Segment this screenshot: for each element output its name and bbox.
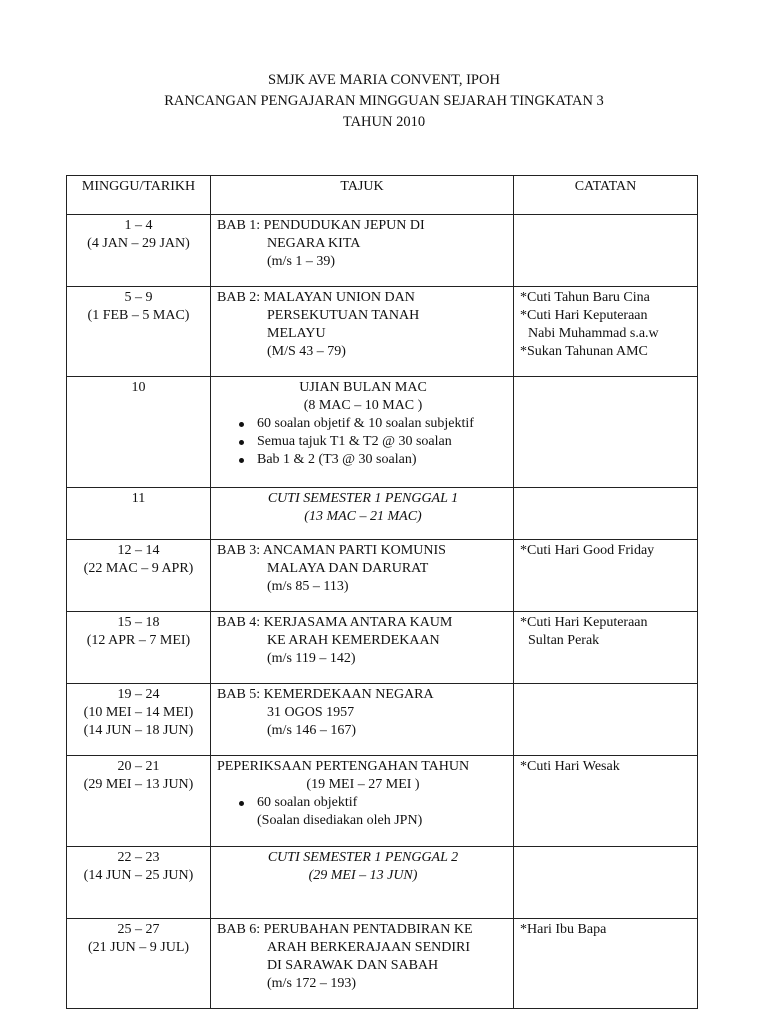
- week-range: 5 – 9: [124, 290, 153, 305]
- week-range: 11: [131, 491, 146, 506]
- holiday-title: CUTI SEMESTER 1 PENGGAL 1: [267, 491, 459, 506]
- topic-cell: [211, 612, 514, 684]
- date-range: (4 JAN – 29 JAN): [87, 236, 190, 251]
- table-row: [67, 612, 698, 684]
- page-range: (m/s 119 – 142): [267, 651, 356, 666]
- exam-title: PEPERIKSAAN PERTENGAHAN TAHUN: [217, 759, 470, 774]
- table-row: [67, 919, 698, 1009]
- holiday-title: CUTI SEMESTER 1 PENGGAL 2: [267, 850, 459, 865]
- week-cell: [67, 919, 211, 1009]
- date-range: (14 JUN – 18 JUN): [83, 723, 194, 738]
- chapter-title-cont: MELAYU: [267, 326, 326, 341]
- holiday-dates: (29 MEI – 13 JUN): [308, 868, 418, 883]
- topic-cell: [211, 488, 514, 540]
- list-item: Semua tajuk T1 & T2 @ 30 soalan: [257, 433, 509, 451]
- notes-cell: [514, 612, 698, 684]
- table-row: [67, 756, 698, 847]
- exam-details-list: [217, 415, 509, 469]
- chapter-title: BAB 4: KERJASAMA ANTARA KAUM: [217, 615, 453, 630]
- note-item: *Cuti Hari Keputeraan: [520, 308, 648, 323]
- plan-title: RANCANGAN PENGAJARAN MINGGUAN SEJARAH TINGKATAN 3: [164, 93, 604, 109]
- topic-cell: [211, 919, 514, 1009]
- week-cell: [67, 488, 211, 540]
- week-range: 10: [131, 380, 146, 395]
- page-range: (m/s 85 – 113): [267, 579, 349, 594]
- week-cell: [67, 684, 211, 756]
- topic-cell: [211, 215, 514, 287]
- notes-cell: [514, 377, 698, 488]
- note-item: *Cuti Hari Wesak: [520, 759, 620, 774]
- chapter-title-cont: 31 OGOS 1957: [267, 705, 355, 720]
- notes-cell: [514, 215, 698, 287]
- week-range: 22 – 23: [117, 850, 160, 865]
- plan-year: TAHUN 2010: [342, 114, 426, 130]
- chapter-title-cont: KE ARAH KEMERDEKAAN: [267, 633, 440, 648]
- week-cell: [67, 756, 211, 847]
- exam-dates: (8 MAC – 10 MAC ): [303, 398, 423, 413]
- page-range: (m/s 146 – 167): [267, 723, 357, 738]
- date-range: (1 FEB – 5 MAC): [87, 308, 190, 323]
- weekly-plan-table: [66, 175, 698, 1009]
- chapter-title-cont: ARAH BERKERAJAAN SENDIRI: [267, 940, 471, 955]
- column-header-topic: TAJUK: [211, 176, 514, 215]
- note-item: *Hari Ibu Bapa: [520, 922, 607, 937]
- notes-cell: [514, 847, 698, 919]
- chapter-title-cont: NEGARA KITA: [267, 236, 361, 251]
- topic-cell: [211, 377, 514, 488]
- notes-cell: [514, 684, 698, 756]
- week-cell: [67, 287, 211, 377]
- chapter-title-cont: PERSEKUTUAN TANAH: [267, 308, 420, 323]
- date-range: (14 JUN – 25 JUN): [83, 868, 194, 883]
- chapter-title: BAB 5: KEMERDEKAAN NEGARA: [217, 687, 434, 702]
- note-item: *Cuti Hari Keputeraan: [520, 615, 648, 630]
- chapter-title: BAB 6: PERUBAHAN PENTADBIRAN KE: [217, 922, 473, 937]
- list-item: 60 soalan objetif & 10 soalan subjektif: [257, 415, 509, 433]
- table-row: [67, 488, 698, 540]
- notes-cell: [514, 919, 698, 1009]
- notes-cell: [514, 756, 698, 847]
- note-item: *Cuti Hari Good Friday: [520, 543, 655, 558]
- week-cell: [67, 612, 211, 684]
- notes-cell: [514, 488, 698, 540]
- week-cell: [67, 847, 211, 919]
- date-range: (12 APR – 7 MEI): [86, 633, 191, 648]
- chapter-title-cont: DI SARAWAK DAN SABAH: [267, 958, 439, 973]
- notes-cell: [514, 540, 698, 612]
- date-range: (21 JUN – 9 JUL): [87, 940, 190, 955]
- table-row: [67, 377, 698, 488]
- notes-cell: [514, 287, 698, 377]
- date-range: (22 MAC – 9 APR): [83, 561, 194, 576]
- column-header-notes: CATATAN: [514, 176, 698, 215]
- week-range: 12 – 14: [117, 543, 160, 558]
- note-item: *Sukan Tahunan AMC: [520, 344, 648, 359]
- list-item: 60 soalan objektif: [257, 794, 509, 812]
- chapter-title-cont: MALAYA DAN DARURAT: [267, 561, 429, 576]
- week-cell: [67, 215, 211, 287]
- table-row: [67, 847, 698, 919]
- chapter-title: BAB 2: MALAYAN UNION DAN: [217, 290, 415, 305]
- page-range: (M/S 43 – 79): [267, 344, 346, 359]
- week-range: 19 – 24: [117, 687, 160, 702]
- holiday-dates: (13 MAC – 21 MAC): [304, 509, 422, 524]
- table-row: [67, 215, 698, 287]
- column-header-week: MINGGU/TARIKH: [67, 176, 211, 215]
- week-range: 25 – 27: [117, 922, 160, 937]
- note-item: *Cuti Tahun Baru Cina: [520, 290, 650, 305]
- note-item: Sultan Perak: [528, 633, 600, 648]
- note-item: Nabi Muhammad s.a.w: [528, 326, 659, 341]
- exam-note: (Soalan disediakan oleh JPN): [257, 813, 423, 828]
- table-row: [67, 684, 698, 756]
- topic-cell: [211, 540, 514, 612]
- date-range: (10 MEI – 14 MEI): [83, 705, 194, 720]
- week-range: 20 – 21: [117, 759, 160, 774]
- chapter-title: BAB 3: ANCAMAN PARTI KOMUNIS: [217, 543, 446, 558]
- table-row: [67, 287, 698, 377]
- exam-details-list: [217, 794, 509, 812]
- exam-title: UJIAN BULAN MAC: [299, 380, 427, 395]
- page-range: (m/s 172 – 193): [267, 976, 357, 991]
- list-item: Bab 1 & 2 (T3 @ 30 soalan): [257, 451, 509, 469]
- week-range: 15 – 18: [117, 615, 160, 630]
- page-range: (m/s 1 – 39): [267, 254, 336, 269]
- school-name: SMJK AVE MARIA CONVENT, IPOH: [268, 72, 500, 88]
- exam-dates: (19 MEI – 27 MEI ): [306, 777, 420, 792]
- week-cell: [67, 540, 211, 612]
- topic-cell: [211, 756, 514, 847]
- topic-cell: [211, 847, 514, 919]
- week-range: 1 – 4: [124, 218, 153, 233]
- document-header: [0, 70, 768, 133]
- topic-cell: [211, 684, 514, 756]
- week-cell: [67, 377, 211, 488]
- table-header-row: [67, 176, 698, 215]
- chapter-title: BAB 1: PENDUDUKAN JEPUN DI: [217, 218, 425, 233]
- date-range: (29 MEI – 13 JUN): [83, 777, 194, 792]
- table-row: [67, 540, 698, 612]
- topic-cell: [211, 287, 514, 377]
